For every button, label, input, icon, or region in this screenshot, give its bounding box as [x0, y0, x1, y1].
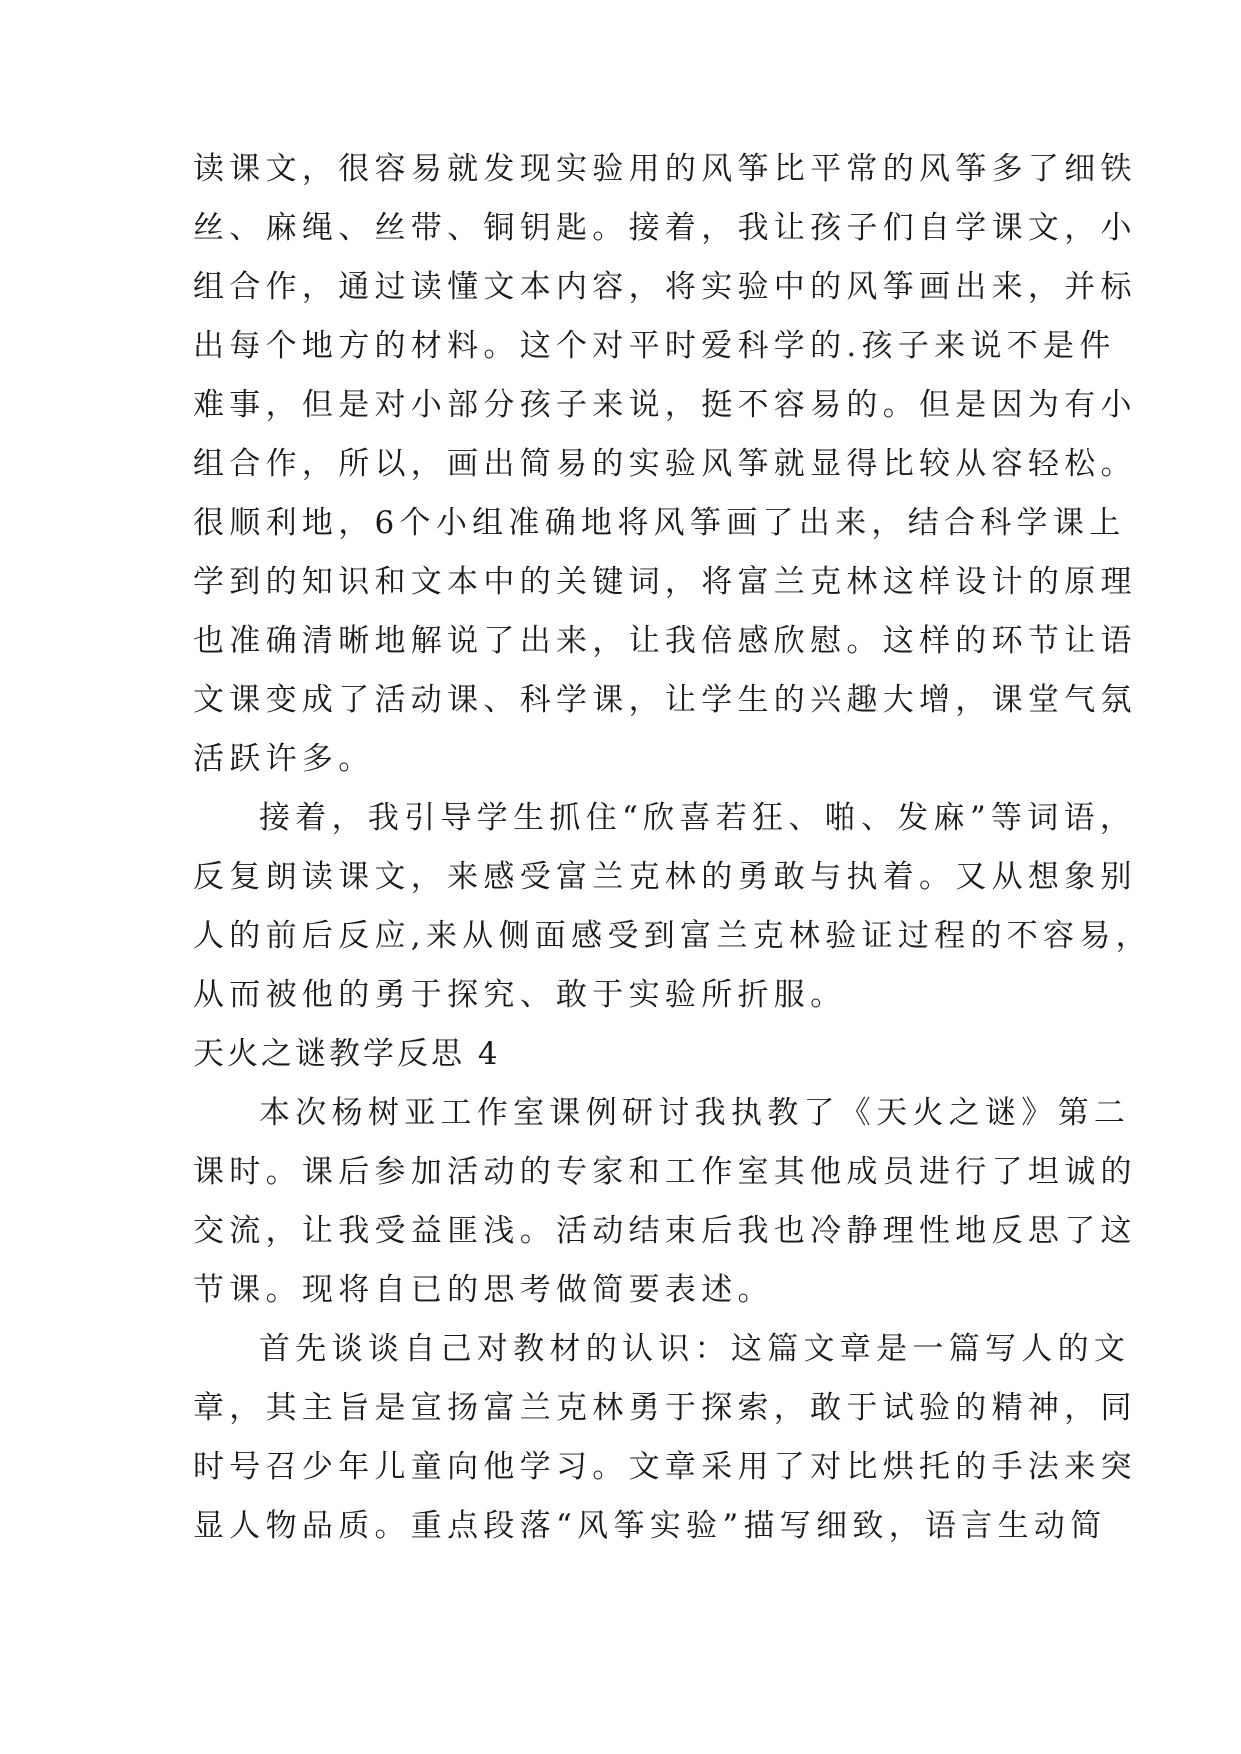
paragraph [193, 789, 1152, 1025]
text-line: 丝、麻绳、丝带、铜钥匙。接着，我让孩子们自学课文，小 [193, 210, 1137, 246]
text-line: 很顺利地，6个小组准确地将风筝画了出来，结合科学课上 [193, 505, 1126, 541]
text-line: 也准确清晰地解说了出来，让我倍感欣慰。这样的环节让语 [193, 623, 1137, 659]
text-line: 课时。课后参加活动的专家和工作室其他成员进行了坦诚的 [193, 1154, 1137, 1190]
text-line: 组合作，所以，画出简易的实验风筝就显得比较从容轻松。 [193, 446, 1137, 482]
text-line: 节课。现将自已的思考做简要表述。 [193, 1272, 774, 1308]
text-line: 接着，我引导学生抓住“欣喜若狂、啪、发麻”等词语， [259, 800, 1137, 836]
paragraph [193, 1084, 1137, 1320]
text-line: 活跃许多。 [193, 741, 375, 777]
text-line: 交流，让我受益匪浅。活动结束后我也冷静理性地反思了这 [193, 1213, 1137, 1249]
text-line: 本次杨树亚工作室课例研讨我执教了《天火之谜》第二 [259, 1095, 1131, 1131]
text-line: 首先谈谈自己对教材的认识：这篇文章是一篇写人的文 [259, 1331, 1131, 1367]
text-line: 组合作，通过读懂文本内容，将实验中的风筝画出来，并标 [193, 269, 1137, 305]
paragraph-continuation [193, 140, 1137, 789]
text-line: 显人物品质。重点段落“风筝实验”描写细致，语言生动简 [193, 1508, 1107, 1544]
text-line: 反复朗读课文，来感受富兰克林的勇敢与执着。又从想象别 [193, 859, 1137, 895]
document-body [193, 140, 1152, 1556]
text-line: 时号召少年儿童向他学习。文章采用了对比烘托的手法来突 [193, 1449, 1137, 1485]
text-line: 文课变成了活动课、科学课，让学生的兴趣大增，课堂气氛 [193, 682, 1137, 718]
text-line: 难事，但是对小部分孩子来说，挺不容易的。但是因为有小 [193, 387, 1137, 423]
text-line: 人的前后反应,来从侧面感受到富兰克林验证过程的不容易， [193, 918, 1152, 954]
text-line: 章，其主旨是宣扬富兰克林勇于探索，敢于试验的精神，同 [193, 1390, 1137, 1426]
text-line: 从而被他的勇于探究、敢于实验所折服。 [193, 977, 847, 1013]
section-heading: 天火之谜教学反思 4 [193, 1036, 501, 1072]
paragraph [193, 1320, 1137, 1556]
text-line: 读课文，很容易就发现实验用的风筝比平常的风筝多了细铁 [193, 151, 1137, 187]
text-line: 出每个地方的材料。这个对平时爱科学的.孩子来说不是件 [193, 328, 1116, 364]
text-line: 学到的知识和文本中的关键词，将富兰克林这样设计的原理 [193, 564, 1137, 600]
